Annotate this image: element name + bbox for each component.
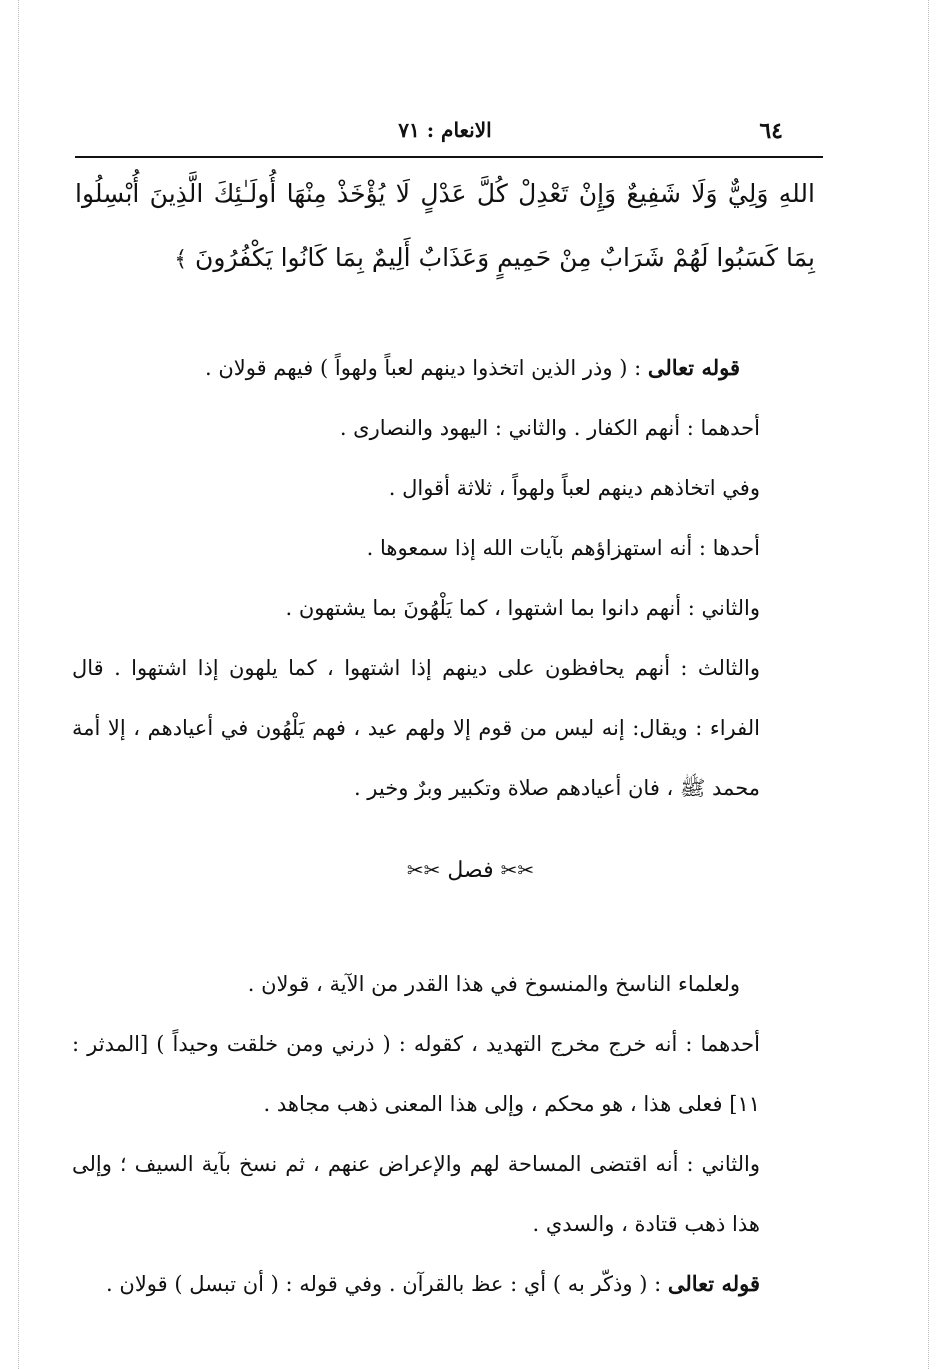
paragraph: أحدهما : أنهم الكفار . والثاني : اليهود والنصارى . <box>339 416 760 440</box>
header-rule <box>75 156 823 158</box>
page-number: ٦٤ <box>759 118 783 144</box>
paragraph <box>72 1254 760 1314</box>
verse-text: اللهِ وَلِيٌّ وَلَا شَفِيعٌ وَإِنْ تَعْدِلْ كُلَّ عَدْلٍ لَا يُؤْخَذْ مِنْهَا أُولَـٰئِكَ الَّذِينَ أُبْسِلُوا بِمَا كَسَبُوا لَهُمْ شَرَابٌ مِنْ حَمِيمٍ وَعَذَابٌ أَلِيمٌ بِمَا كَانُوا يَكْفُرُونَ <box>75 179 815 272</box>
section-title: فصل <box>447 858 494 883</box>
section-heading <box>0 858 941 883</box>
keyword-label: قوله تعالى <box>667 1271 760 1296</box>
page-header <box>65 112 825 152</box>
quran-verse <box>75 162 815 292</box>
paragraph: وفي اتخاذهم دينهم لعباً ولهواً ، ثلاثة أقوال . <box>388 476 760 500</box>
running-title: الانعام : ٧١ <box>398 118 492 142</box>
ornament-icon: ✂✂ <box>500 858 535 882</box>
ornament-icon: ✂✂ <box>406 858 441 882</box>
paragraph: أحدها : أنه استهزاؤهم بآيات الله إذا سمعوها . <box>366 536 760 560</box>
scan-edge-right <box>928 0 929 1369</box>
paragraph: والثاني : أنه اقتضى المساحة لهم والإعراض عنهم ، ثم نسخ بآية السيف ؛ وإلى هذا ذهب قتادة ، والسدي . <box>72 1152 760 1236</box>
verse-end-mark: ﴾ <box>174 247 188 272</box>
scan-edge-left <box>18 0 19 1369</box>
paragraph-text: : ( وذر الذين اتخذوا دينهم لعباً ولهواً ) فيهم قولان . <box>204 356 642 380</box>
paragraph <box>72 338 760 398</box>
paragraph: أحدهما : أنه خرج مخرج التهديد ، كقوله : ( ذرني ومن خلقت وحيداً ) [المدثر : ١١] فعلى هذا ، هو محكم ، وإلى هذا المعنى ذهب مجاهد . <box>72 1032 760 1116</box>
keyword-label: قوله تعالى <box>647 355 740 380</box>
paragraph-text: : ( وذكّر به ) أي : عظ بالقرآن . وفي قوله : ( أن تبسل ) قولان . <box>106 1272 662 1296</box>
commentary-part-1 <box>72 338 760 818</box>
commentary-part-2 <box>72 954 760 1314</box>
paragraph: ولعلماء الناسخ والمنسوخ في هذا القدر من الآية ، قولان . <box>247 972 740 996</box>
paragraph: والثاني : أنهم دانوا بما اشتهوا ، كما يَلْهُونَ بما يشتهون . <box>285 596 760 620</box>
paragraph: والثالث : أنهم يحافظون على دينهم إذا اشتهوا ، كما يلهون إذا اشتهوا . قال الفراء : ويقال: إنه ليس من قوم إلا ولهم عيد ، فهم يَلْهُون في أعيادهم ، إلا أمة محمد ﷺ ، فان أعيادهم صلاة وتكبير وبرٌ وخير . <box>72 656 760 800</box>
